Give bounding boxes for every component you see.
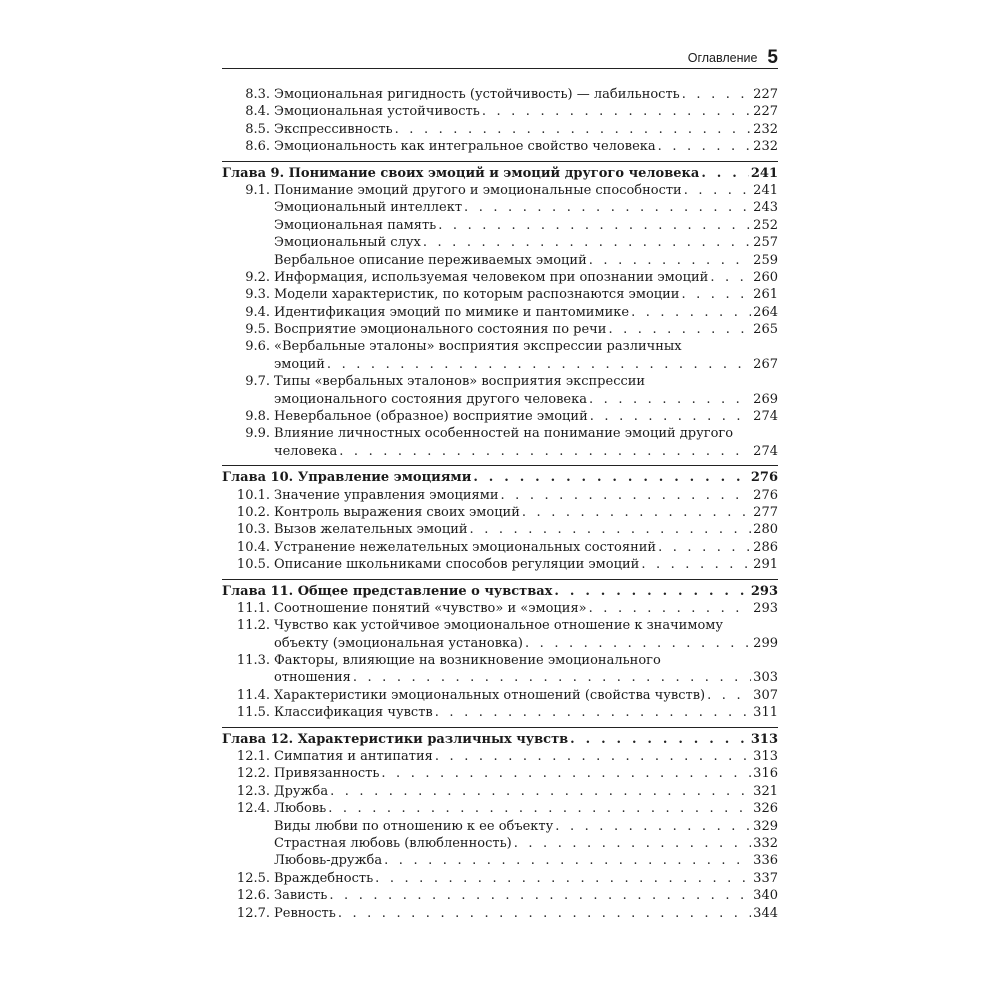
toc-entry-number: 11.5. (236, 705, 270, 721)
toc-entry-page: 274 (753, 443, 778, 459)
leader-dots (473, 469, 749, 486)
toc-entry-line[interactable] (222, 338, 778, 355)
leader-dots (501, 487, 752, 504)
leader-dots (710, 269, 751, 286)
toc-entry-page: 227 (753, 104, 778, 120)
leader-dots (658, 138, 752, 155)
toc-entry-number: 9.1. (245, 182, 270, 198)
toc-entry-title: Вербальное описание переживаемых эмоций (274, 252, 587, 268)
toc-entry-page: 337 (753, 870, 778, 886)
toc-entry-page: 340 (753, 888, 778, 904)
toc-entry-number: 12.2. (236, 766, 270, 782)
chapter-heading[interactable] (222, 731, 778, 748)
chapter-section (222, 579, 778, 722)
toc-entry[interactable] (222, 704, 778, 721)
toc-entry-page: 267 (753, 356, 778, 372)
toc-entry-number: 12.5. (236, 870, 270, 886)
toc-entry-number: 12.7. (236, 905, 270, 921)
toc-entry-page: 336 (753, 853, 778, 869)
toc-entry[interactable] (222, 138, 778, 155)
toc-entry[interactable] (222, 408, 778, 425)
toc-entry-number: 10.4. (236, 539, 270, 555)
toc-entry-page: 316 (753, 766, 778, 782)
toc-entry-continuation[interactable] (222, 356, 778, 373)
toc-entry[interactable] (222, 687, 778, 704)
toc-entry-page: 241 (753, 182, 778, 198)
leader-dots (339, 443, 751, 460)
toc-entry-page: 286 (753, 539, 778, 555)
toc-entry-number: 10.1. (236, 487, 270, 503)
toc-entry-number: 12.4. (236, 801, 270, 817)
chapter-title: Глава 11. Общее представление о чувствах (222, 583, 553, 599)
toc-entry[interactable] (222, 86, 778, 103)
leader-dots (464, 199, 751, 216)
toc-entry-page: 299 (753, 635, 778, 651)
toc-entry[interactable] (222, 269, 778, 286)
toc-entry[interactable] (222, 887, 778, 904)
leader-dots (329, 887, 751, 904)
toc-entry-title: Виды любви по отношению к ее объекту (274, 818, 554, 834)
chapter-title: Глава 9. Понимание своих эмоций и эмоций другого человека (222, 165, 700, 181)
leader-dots (555, 818, 751, 835)
toc-entry-page: 269 (753, 391, 778, 407)
running-title: Оглавление (687, 51, 758, 65)
leader-dots (590, 408, 751, 425)
table-of-contents (222, 86, 778, 922)
toc-entry-title: Эмоциональность как интегральное свойство человека (274, 139, 656, 155)
toc-entry-title: Контроль выражения своих эмоций (274, 504, 520, 520)
toc-entry-page: 303 (753, 670, 778, 686)
leader-dots (514, 835, 751, 852)
toc-entry-title: Эмоциональный интеллект (274, 200, 463, 216)
leader-dots (353, 669, 751, 686)
toc-entry-number: 10.3. (236, 522, 270, 538)
toc-entry-title: Экспрессивность (274, 121, 393, 137)
leader-dots (482, 103, 751, 120)
chapter-heading[interactable] (222, 165, 778, 182)
leader-dots (330, 783, 751, 800)
leader-dots (438, 217, 751, 234)
toc-entry-title-continued: объекту (эмоциональная установка) (274, 635, 523, 651)
toc-entry-number: 12.3. (236, 783, 270, 799)
toc-entry-page: 232 (753, 139, 778, 155)
toc-entry-title: Враждебность (274, 870, 374, 886)
toc-entry-page: 307 (753, 687, 778, 703)
toc-entry-page: 252 (753, 217, 778, 233)
toc-entry-number: 9.6. (245, 339, 270, 355)
toc-entry-title: Страстная любовь (влюбленность) (274, 836, 512, 851)
toc-entry-title: Модели характеристик, по которым распознаются эмоции (274, 287, 680, 303)
toc-entry-page: 321 (753, 783, 778, 799)
chapter-heading[interactable] (222, 469, 778, 486)
toc-entry-title: Вызов желательных эмоций (274, 522, 468, 538)
toc-subentry[interactable] (222, 252, 778, 269)
toc-entry-continuation[interactable] (222, 670, 778, 687)
toc-entry-line[interactable] (222, 373, 778, 390)
toc-entry-continuation[interactable] (222, 391, 778, 408)
leader-dots (435, 704, 751, 721)
toc-entry-page: 291 (753, 557, 778, 573)
toc-entry[interactable] (222, 539, 778, 556)
leader-dots (435, 748, 751, 765)
toc-entry-title-continued: эмоций (274, 356, 325, 372)
leader-dots (589, 252, 751, 269)
toc-entry-title: Эмоциональный слух (274, 235, 421, 251)
chapter-title: Глава 12. Характеристики различных чувств (222, 731, 569, 747)
toc-entry-page: 280 (753, 522, 778, 538)
leader-dots (658, 539, 751, 556)
toc-entry-title: Привязанность (274, 766, 380, 782)
leader-dots (570, 731, 749, 748)
toc-entry-title: Устранение нежелательных эмоциональных состояний (274, 539, 657, 555)
toc-entry-number: 8.5. (245, 121, 270, 137)
toc-entry-line[interactable] (222, 652, 778, 669)
toc-entry-title: Любовь-дружба (274, 853, 383, 869)
leader-dots (384, 852, 751, 869)
leader-dots (684, 182, 751, 199)
toc-entry-number: 8.4. (245, 104, 270, 120)
toc-entry-title: Классификация чувств (274, 705, 433, 721)
toc-entry[interactable] (222, 182, 778, 199)
toc-entry-title: Факторы, влияющие на возникновение эмоционального (274, 653, 661, 669)
toc-entry[interactable] (222, 321, 778, 338)
toc-subentry[interactable] (222, 852, 778, 869)
toc-entry[interactable] (222, 121, 778, 138)
toc-subentry[interactable] (222, 234, 778, 251)
toc-entry[interactable] (222, 521, 778, 538)
leader-dots (589, 600, 752, 617)
toc-entry[interactable] (222, 304, 778, 321)
leader-dots (522, 504, 751, 521)
toc-entry[interactable] (222, 870, 778, 887)
toc-entry-title: Зависть (274, 888, 328, 904)
leader-dots (701, 165, 749, 182)
chapter-section (222, 86, 778, 156)
toc-entry-number: 9.7. (245, 374, 270, 390)
toc-entry-page: 329 (753, 818, 778, 834)
toc-entry-title: Любовь (274, 801, 327, 817)
toc-entry[interactable] (222, 600, 778, 617)
toc-entry-title: Влияние личностных особенностей на понимание эмоций другого (274, 426, 734, 442)
leader-dots (682, 86, 751, 103)
toc-entry-continuation[interactable] (222, 635, 778, 652)
toc-entry[interactable] (222, 748, 778, 765)
leader-dots (525, 635, 751, 652)
toc-entry[interactable] (222, 103, 778, 120)
toc-entry-title: Восприятие эмоционального состояния по речи (274, 322, 607, 338)
toc-entry-title: «Вербальные эталоны» восприятия экспрессии различных (274, 339, 682, 355)
toc-entry-line[interactable] (222, 425, 778, 442)
toc-entry-title: Невербальное (образное) восприятие эмоций (274, 409, 588, 425)
toc-entry-title-continued: отношения (274, 670, 351, 686)
leader-dots (327, 356, 751, 373)
toc-subentry[interactable] (222, 199, 778, 216)
toc-entry-page: 293 (750, 583, 778, 599)
toc-entry-number: 9.3. (245, 287, 270, 303)
toc-entry-page: 277 (753, 504, 778, 520)
leader-dots (381, 765, 751, 782)
toc-entry-page: 326 (753, 801, 778, 817)
toc-entry[interactable] (222, 800, 778, 817)
toc-entry-title: Понимание эмоций другого и эмоциональные способности (274, 182, 682, 198)
toc-entry-title: Значение управления эмоциями (274, 487, 499, 503)
toc-entry-page: 311 (753, 705, 778, 721)
toc-entry-page: 257 (753, 235, 778, 251)
toc-entry[interactable] (222, 783, 778, 800)
toc-entry-title: Соотношение понятий «чувство» и «эмоция» (274, 600, 587, 616)
toc-entry-title: Описание школьниками способов регуляции эмоций (274, 557, 640, 573)
toc-entry-number: 9.4. (245, 304, 270, 320)
toc-entry-page: 313 (750, 731, 778, 747)
toc-entry[interactable] (222, 286, 778, 303)
toc-entry-number: 10.2. (236, 504, 270, 520)
toc-entry-number: 8.3. (245, 86, 270, 102)
leader-dots (338, 905, 751, 922)
toc-entry-title: Эмоциональная устойчивость (274, 104, 480, 120)
toc-entry-number: 9.2. (245, 269, 270, 285)
toc-subentry[interactable] (222, 217, 778, 234)
toc-entry-title: Идентификация эмоций по мимике и пантомимике (274, 304, 630, 320)
toc-entry-page: 276 (753, 487, 778, 503)
leader-dots (631, 304, 751, 321)
toc-entry-page: 241 (750, 165, 778, 181)
toc-entry-number: 11.2. (236, 618, 270, 634)
chapter-section (222, 727, 778, 922)
toc-entry-title: Дружба (274, 783, 329, 799)
chapter-section (222, 161, 778, 461)
toc-entry-title: Типы «вербальных эталонов» восприятия экспрессии (274, 374, 646, 390)
chapter-title: Глава 10. Управление эмоциями (222, 470, 472, 486)
toc-entry-page: 274 (753, 409, 778, 425)
toc-entry-page: 232 (753, 121, 778, 137)
leader-dots (641, 556, 751, 573)
toc-entry-title-continued: эмоционального состояния другого человека (274, 391, 587, 407)
toc-entry[interactable] (222, 765, 778, 782)
page-number: 5 (767, 47, 778, 68)
toc-entry-page: 332 (753, 836, 778, 851)
toc-entry-page: 261 (753, 287, 778, 303)
toc-entry-page: 259 (753, 252, 778, 268)
toc-entry-number: 12.1. (236, 749, 270, 765)
leader-dots (470, 521, 752, 538)
toc-entry-line[interactable] (222, 617, 778, 634)
leader-dots (395, 121, 752, 138)
leader-dots (554, 583, 748, 600)
toc-entry[interactable] (222, 556, 778, 573)
toc-subentry[interactable] (222, 835, 778, 852)
toc-entry-title: Ревность (274, 905, 336, 921)
toc-entry-page: 265 (753, 322, 778, 338)
toc-entry-title: Симпатия и антипатия (274, 749, 433, 765)
toc-entry-page: 227 (753, 86, 778, 102)
toc-entry-number: 9.8. (245, 409, 270, 425)
toc-entry-number: 12.6. (236, 888, 270, 904)
toc-entry-number: 9.5. (245, 322, 270, 338)
toc-entry-page: 264 (753, 304, 778, 320)
toc-entry-title: Эмоциональная ригидность (устойчивость) — лабильность (274, 86, 680, 102)
chapter-heading[interactable] (222, 583, 778, 600)
leader-dots (423, 234, 751, 251)
toc-entry-title-continued: человека (274, 443, 338, 459)
leader-dots (608, 321, 751, 338)
toc-entry-page: 276 (750, 470, 778, 486)
running-header (222, 46, 778, 69)
toc-entry-continuation[interactable] (222, 443, 778, 460)
toc-entry-number: 11.4. (236, 687, 270, 703)
toc-subentry[interactable] (222, 818, 778, 835)
leader-dots (707, 687, 751, 704)
chapter-section (222, 465, 778, 573)
toc-entry-number: 9.9. (245, 426, 270, 442)
toc-entry[interactable] (222, 905, 778, 922)
toc-entry-page: 313 (753, 749, 778, 765)
toc-entry-number: 11.1. (236, 600, 270, 616)
toc-entry-title: Чувство как устойчивое эмоциональное отношение к значимому (274, 618, 724, 634)
toc-entry-page: 260 (753, 269, 778, 285)
toc-entry-number: 10.5. (236, 557, 270, 573)
leader-dots (681, 286, 751, 303)
leader-dots (328, 800, 751, 817)
toc-entry-page: 243 (753, 200, 778, 216)
leader-dots (589, 391, 751, 408)
toc-entry-page: 293 (753, 600, 778, 616)
toc-entry[interactable] (222, 487, 778, 504)
toc-entry-title: Информация, используемая человеком при опознании эмоций (274, 269, 709, 285)
toc-entry-title: Характеристики эмоциональных отношений (свойства чувств) (274, 687, 706, 703)
toc-entry-page: 344 (753, 905, 778, 921)
leader-dots (375, 870, 751, 887)
toc-entry-number: 11.3. (236, 653, 270, 669)
toc-entry-title: Эмоциональная память (274, 217, 437, 233)
toc-entry[interactable] (222, 504, 778, 521)
toc-entry-number: 8.6. (245, 139, 270, 155)
